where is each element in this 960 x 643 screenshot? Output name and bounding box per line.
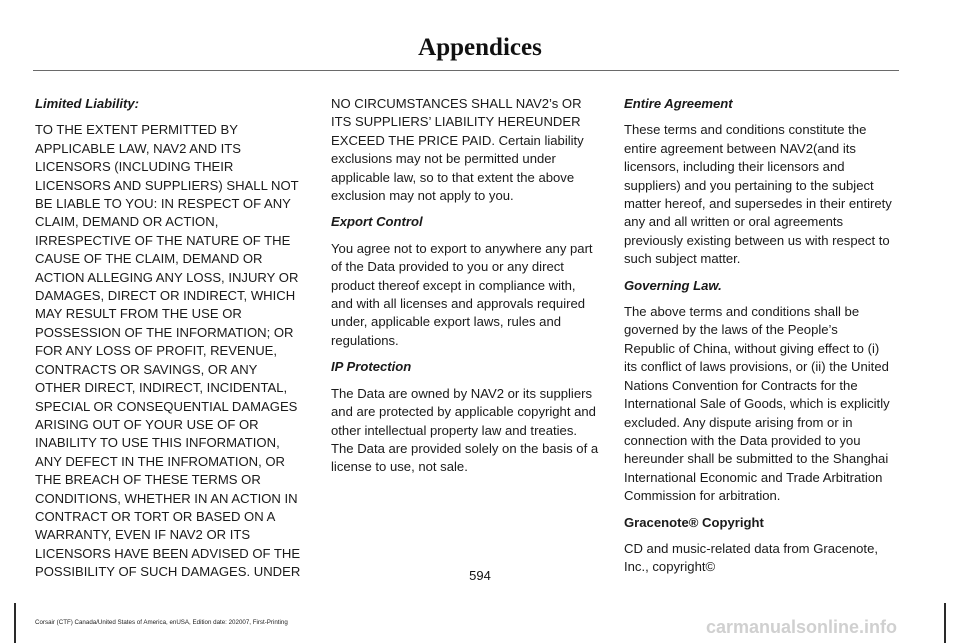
paragraph-entire-agreement: These terms and conditions constitute the entire agreement between NAV2(and its licensors, including their licensors and suppliers) and you pertaining to the subject matter hereof, and supersedes in their entirety any and all written or oral agreements previously existing between us with respect to such subject matter. (624, 122, 892, 267)
footer-crop-mark-left (14, 603, 16, 643)
text-column-1 (35, 95, 303, 590)
section-heading-gracenote-copyright: Gracenote® Copyright (624, 514, 764, 530)
section-heading-ip-protection: IP Protection (331, 359, 412, 375)
paragraph-export-control: You agree not to export to anywhere any part of the Data provided to you or any direct product thereof except in compliance with, and with all licenses and approvals required under, applicable export laws, rules and regulations. (331, 240, 593, 348)
page-number: 594 (469, 568, 491, 583)
header-divider (33, 70, 899, 71)
paragraph-gracenote-copyright: CD and music-related data from Gracenote, Inc., copyright© (624, 540, 878, 575)
section-heading-limited-liability: Limited Liability: (35, 96, 140, 111)
footer-edition-text: Corsair (CTF) Canada/United States of America, enUSA, Edition date: 202007, First-Printing (35, 619, 288, 626)
text-column-2 (331, 95, 599, 485)
section-heading-export-control: Export Control (331, 214, 423, 230)
page-title: Appendices (418, 34, 542, 61)
section-heading-governing-law: Governing Law. (624, 277, 722, 293)
text-column-3 (624, 95, 892, 585)
paragraph-liability-continued: NO CIRCUMSTANCES SHALL NAV2’s OR ITS SUPPLIERS’ LIABILITY HEREUNDER EXCEED THE PRICE PAID. Certain liability exclusions may not be permitted under applicable law, so to that extent the above exclusion may not apply to you. (331, 96, 584, 204)
paragraph-ip-protection: The Data are owned by NAV2 or its suppliers and are protected by applicable copyright and other intellectual property law and treaties. The Data are provided solely on the basis of a license to use, not sale. (331, 385, 599, 475)
section-heading-entire-agreement: Entire Agreement (624, 96, 733, 111)
footer-crop-mark-right (944, 603, 946, 643)
paragraph-governing-law: The above terms and conditions shall be governed by the laws of the People’s Republic of China, without giving effect to (i) its conflict of laws provisions, or (ii) the United Nations Convention for Contracts for the International Sale of Goods, which is explicitly excluded. Any dispute arising from or in connection with the Data provided to you hereunder shall be submitted to the Shanghai International Economic and Trade Arbitration Commission for arbitration. (624, 304, 890, 504)
watermark-text: carmanualsonline.info (706, 617, 898, 637)
paragraph-limited-liability: TO THE EXTENT PERMITTED BY APPLICABLE LAW, NAV2 AND ITS LICENSORS (INCLUDING THEIR LICENSORS AND SUPPLIERS) SHALL NOT BE LIABLE TO YOU: IN RESPECT OF ANY CLAIM, DEMAND OR ACTION, IRRESPECTIVE OF THE NATURE OF THE CAUSE OF THE CLAIM, DEMAND OR ACTION ALLEGING ANY LOSS, INJURY OR DAMAGES, DIRECT OR INDIRECT, WHICH MAY RESULT FROM THE USE OR POSSESSION OF THE INFORMATION; OR FOR ANY LOSS OF PROFIT, REVENUE, CONTRACTS OR SAVINGS, OR ANY OTHER DIRECT, INDIRECT, INCIDENTAL, SPECIAL OR CONSEQUENTIAL DAMAGES ARISING OUT OF YOUR USE OF OR INABILITY TO USE THIS INFORMATION, ANY DEFECT IN THE INFROMATION, OR THE BREACH OF THESE TERMS OR CONDITIONS, WHETHER IN AN ACTION IN CONTRACT OR TORT OR BASED ON A WARRANTY, EVEN IF NAV2 OR ITS LICENSORS HAVE BEEN ADVISED OF THE POSSIBILITY OF SUCH DAMAGES. UNDER (35, 122, 301, 580)
